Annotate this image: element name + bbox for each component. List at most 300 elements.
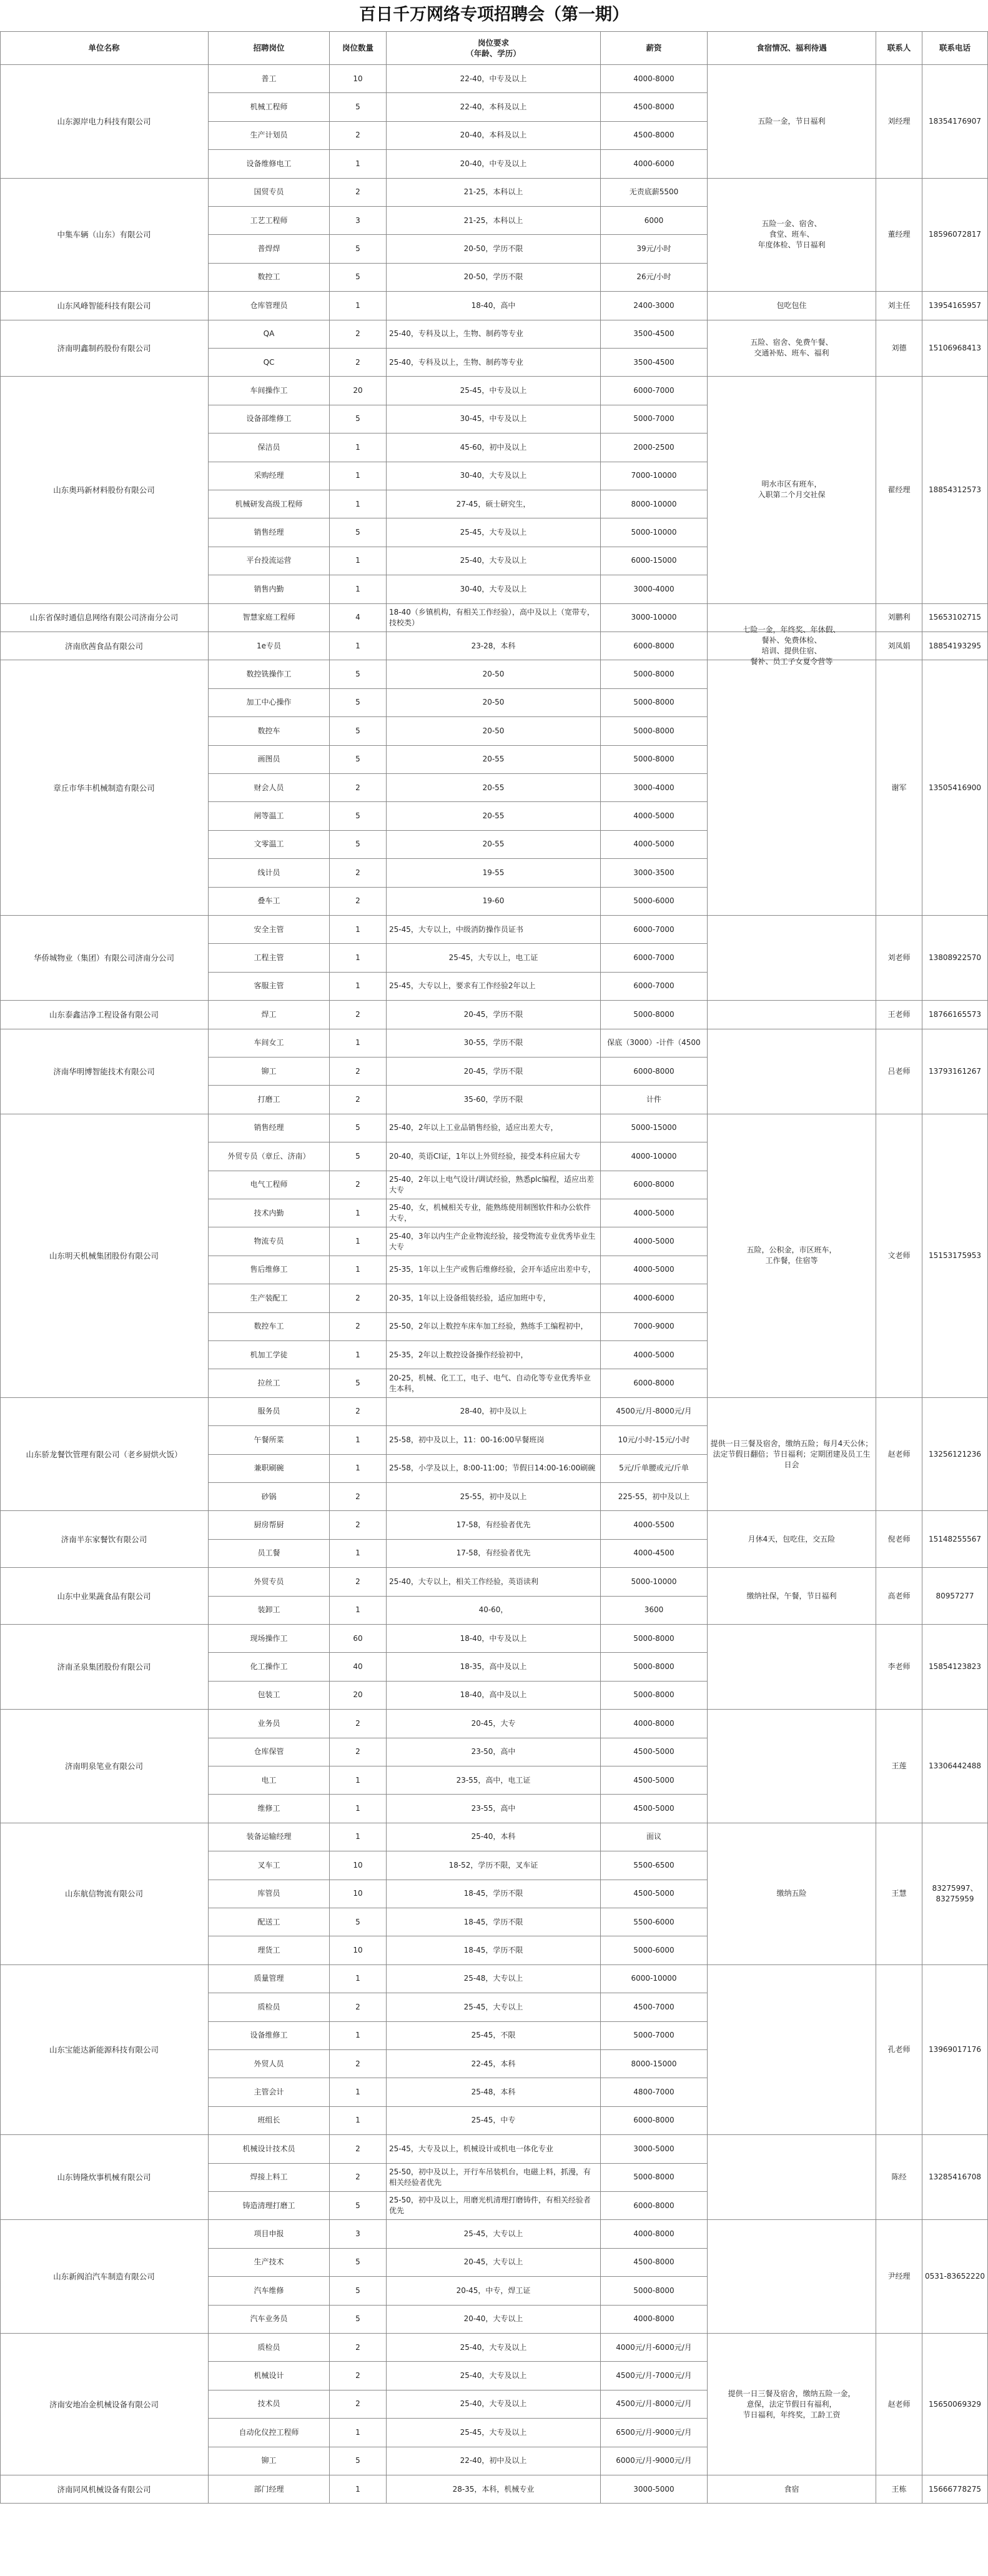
company-name: 山东航信物流有限公司 <box>0 1823 209 1965</box>
job-requirement: 25-45，中专及以上 <box>387 377 601 405</box>
job-quantity: 2 <box>330 122 387 150</box>
job-salary: 4000-8000 <box>601 2220 708 2248</box>
job-quantity: 20 <box>330 1682 387 1710</box>
job-position: 机械设计 <box>209 2362 330 2390</box>
job-salary: 4000-8000 <box>601 1710 708 1738</box>
job-salary: 4500-8000 <box>601 93 708 121</box>
company-contact: 陈经 <box>876 2135 922 2220</box>
company-contact: 刘鹏利 <box>876 604 922 632</box>
job-quantity: 5 <box>330 1114 387 1142</box>
job-salary: 6000-7000 <box>601 973 708 1001</box>
job-salary: 5000-6000 <box>601 888 708 916</box>
company-name: 济南圣泉集团股份有限公司 <box>0 1625 209 1710</box>
job-quantity: 5 <box>330 717 387 745</box>
job-requirement: 18-40，中专及以上 <box>387 1625 601 1653</box>
job-requirement: 25-45，大专及以上 <box>387 2419 601 2447</box>
company-phone: 15148255567 <box>922 1511 988 1568</box>
job-requirement: 25-35，1年以上生产或售后维修经验，会开车适应出差中专， <box>387 1256 601 1284</box>
job-position: 车间女工 <box>209 1029 330 1058</box>
company-name: 章丘市华丰机械制造有限公司 <box>0 660 209 916</box>
job-salary: 6000-8000 <box>601 1058 708 1086</box>
company-phone: 83275997、 83275959 <box>922 1823 988 1965</box>
job-requirement: 19-60 <box>387 888 601 916</box>
job-requirement: 18-40，高中及以上 <box>387 1682 601 1710</box>
job-position: 机械研发高级工程师 <box>209 490 330 518</box>
job-requirement: 25-45，大专以上，电工证 <box>387 944 601 972</box>
company-contact: 倪老师 <box>876 1511 922 1568</box>
job-salary: 4500-5000 <box>601 1795 708 1823</box>
job-quantity: 1 <box>330 1823 387 1851</box>
job-salary: 3000-4000 <box>601 774 708 802</box>
company-contact: 高老师 <box>876 1568 922 1625</box>
job-position: 库管员 <box>209 1880 330 1908</box>
job-position: 售后维修工 <box>209 1256 330 1284</box>
job-position: 仓库管理员 <box>209 292 330 320</box>
job-position: 兼职刷碗 <box>209 1455 330 1483</box>
job-salary: 5000-8000 <box>601 689 708 717</box>
job-salary: 6000-8000 <box>601 2192 708 2220</box>
job-position: 午餐所菜 <box>209 1426 330 1454</box>
job-requirement: 22-40，中专及以上 <box>387 65 601 93</box>
job-salary: 4500-5000 <box>601 1738 708 1766</box>
job-requirement: 30-40，大专及以上 <box>387 575 601 603</box>
job-salary: 7000-10000 <box>601 462 708 490</box>
job-salary: 225-55，初中及以上 <box>601 1483 708 1511</box>
job-requirement: 25-58，小学及以上，8:00-11:00；节假日14:00-16:00刷碗 <box>387 1455 601 1483</box>
job-requirement: 25-40，专科及以上，生物、制药等专业 <box>387 349 601 377</box>
job-quantity: 60 <box>330 1625 387 1653</box>
job-position: 外贸专员 <box>209 1568 330 1596</box>
job-requirement: 18-52，学历不限，叉车证 <box>387 1851 601 1880</box>
job-position: 装卸工 <box>209 1597 330 1625</box>
job-position: 销售内勤 <box>209 575 330 603</box>
job-position: 国贸专员 <box>209 179 330 207</box>
job-quantity: 5 <box>330 2249 387 2277</box>
company-benefits <box>708 2220 876 2334</box>
job-salary: 4500-5000 <box>601 1766 708 1795</box>
job-quantity: 1 <box>330 2107 387 2135</box>
job-requirement: 23-50，高中 <box>387 1738 601 1766</box>
job-position: 铆工 <box>209 2447 330 2475</box>
job-position: 物流专员 <box>209 1227 330 1256</box>
job-requirement: 20-40，大专以上 <box>387 2306 601 2334</box>
job-quantity: 2 <box>330 1313 387 1341</box>
job-position: 生产技术 <box>209 2249 330 2277</box>
job-position: 现场操作工 <box>209 1625 330 1653</box>
company-contact: 尹经理 <box>876 2220 922 2334</box>
job-salary: 5元/斤单腰或元/斤单 <box>601 1455 708 1483</box>
company-benefits <box>708 2135 876 2220</box>
job-position: 机加工学徒 <box>209 1341 330 1369</box>
job-salary: 3500-4500 <box>601 349 708 377</box>
job-salary: 3000-5000 <box>601 2475 708 2504</box>
job-position: 安全主管 <box>209 916 330 944</box>
company-name: 济南华明博智能技术有限公司 <box>0 1029 209 1114</box>
job-position: 外贸专员（章丘、济南） <box>209 1142 330 1171</box>
job-position: 生产装配工 <box>209 1284 330 1312</box>
job-position: 平台投流运营 <box>209 547 330 575</box>
job-salary: 6000-7000 <box>601 944 708 972</box>
job-quantity: 2 <box>330 1993 387 2021</box>
job-requirement: 19-55 <box>387 859 601 887</box>
job-quantity: 5 <box>330 93 387 121</box>
job-salary: 4000-8000 <box>601 65 708 93</box>
job-requirement: 22-45，本科 <box>387 2050 601 2078</box>
job-quantity: 1 <box>330 1341 387 1369</box>
job-position: 主管会计 <box>209 2078 330 2106</box>
company-benefits: 提供一日三餐及宿舍，缴纳五险一金， 意保，法定节假日有福利， 节日福利，年终奖，工龄工资 <box>708 2334 876 2475</box>
job-requirement: 25-45，不限 <box>387 2022 601 2050</box>
job-requirement: 35-60，学历不限 <box>387 1086 601 1114</box>
company-name: 中集车辆（山东）有限公司 <box>0 179 209 292</box>
job-salary: 4500元/月-8000元/月 <box>601 2390 708 2419</box>
company-benefits <box>708 1710 876 1823</box>
company-name: 山东奥玛新材料股份有限公司 <box>0 377 209 603</box>
job-quantity: 1 <box>330 944 387 972</box>
job-quantity: 10 <box>330 1851 387 1880</box>
job-requirement: 30-45，中专及以上 <box>387 405 601 433</box>
job-quantity: 2 <box>330 320 387 349</box>
job-quantity: 10 <box>330 1936 387 1964</box>
job-requirement: 18-35，高中及以上 <box>387 1653 601 1681</box>
job-requirement: 20-50 <box>387 660 601 688</box>
job-salary: 5000-10000 <box>601 1568 708 1596</box>
job-salary: 5000-8000 <box>601 1653 708 1681</box>
job-salary: 26元/小时 <box>601 264 708 292</box>
job-position: 1e专员 <box>209 632 330 660</box>
job-position: 质检员 <box>209 2334 330 2362</box>
company-phone: 15153175953 <box>922 1114 988 1398</box>
job-requirement: 25-40，大专及以上 <box>387 2390 601 2419</box>
job-quantity: 2 <box>330 1398 387 1426</box>
job-salary: 6000-15000 <box>601 547 708 575</box>
job-position: 汽车业务员 <box>209 2306 330 2334</box>
company-name: 济南明泉笔业有限公司 <box>0 1710 209 1823</box>
job-salary: 6000-10000 <box>601 1965 708 1993</box>
job-position: 砂锅 <box>209 1483 330 1511</box>
job-requirement: 25-40，3年以内生产企业物流经验，接受物流专业优秀毕业生大专 <box>387 1227 601 1256</box>
job-salary: 2400-3000 <box>601 292 708 320</box>
job-position: 服务员 <box>209 1398 330 1426</box>
job-position: 普焊焊 <box>209 235 330 263</box>
job-requirement: 25-35，2年以上数控设备操作经验初中， <box>387 1341 601 1369</box>
job-position: 生产计划员 <box>209 122 330 150</box>
job-position: 拉丝工 <box>209 1369 330 1397</box>
company-phone: 18596072817 <box>922 179 988 292</box>
job-requirement: 17-58，有经验者优先 <box>387 1511 601 1539</box>
company-benefits: 五险、宿舍、免费午餐、 交通补贴、班车、福利 <box>708 320 876 377</box>
company-name: 山东宝能达新能源科技有限公司 <box>0 1965 209 2135</box>
job-salary: 5000-8000 <box>601 1625 708 1653</box>
company-name: 济南欣茜食品有限公司 <box>0 632 209 660</box>
header-salary: 薪资 <box>601 31 708 65</box>
job-salary: 6000-8000 <box>601 1171 708 1199</box>
job-quantity: 1 <box>330 1540 387 1568</box>
company-phone: 13306442488 <box>922 1710 988 1823</box>
job-quantity: 1 <box>330 1795 387 1823</box>
job-requirement: 18-45，学历不限 <box>387 1880 601 1908</box>
job-position: 打磨工 <box>209 1086 330 1114</box>
company-benefits: 包吃包住 <box>708 292 876 320</box>
job-quantity: 1 <box>330 2078 387 2106</box>
company-phone: 0531-83652220 <box>922 2220 988 2334</box>
job-position: 质量管理 <box>209 1965 330 1993</box>
company-benefits <box>708 1029 876 1114</box>
company-contact: 王老师 <box>876 1001 922 1029</box>
company-benefits <box>708 1001 876 1029</box>
job-salary: 4500元/月-7000元/月 <box>601 2362 708 2390</box>
job-salary: 4000-4500 <box>601 1540 708 1568</box>
job-requirement: 20-50，学历不限 <box>387 264 601 292</box>
job-salary: 保底（3000）-计件（4500 <box>601 1029 708 1058</box>
job-quantity: 40 <box>330 1653 387 1681</box>
job-salary: 5000-8000 <box>601 1682 708 1710</box>
company-name: 济南安地冶金机械设备有限公司 <box>0 2334 209 2475</box>
company-phone: 15653102715 <box>922 604 988 632</box>
job-quantity: 1 <box>330 2475 387 2504</box>
job-requirement: 20-45，中专，焊工证 <box>387 2277 601 2305</box>
job-quantity: 2 <box>330 179 387 207</box>
header-position: 招聘岗位 <box>209 31 330 65</box>
company-name: 山东骄龙餐饮管理有限公司（老乡厨烘火饭） <box>0 1398 209 1512</box>
company-name: 山东明天机械集团股份有限公司 <box>0 1114 209 1398</box>
job-requirement: 21-25，本科以上 <box>387 207 601 235</box>
job-salary: 6000 <box>601 207 708 235</box>
job-salary: 5000-8000 <box>601 717 708 745</box>
job-requirement: 18-40，高中 <box>387 292 601 320</box>
job-requirement: 25-58，初中及以上，11：00-16:00早餐班岗 <box>387 1426 601 1454</box>
job-salary: 6000-8000 <box>601 632 708 660</box>
job-position: 化工操作工 <box>209 1653 330 1681</box>
job-quantity: 10 <box>330 1880 387 1908</box>
job-requirement: 20-45，大专以上 <box>387 2249 601 2277</box>
company-benefits <box>708 916 876 1001</box>
job-quantity: 5 <box>330 235 387 263</box>
job-requirement: 17-58，有经验者优先 <box>387 1540 601 1568</box>
job-position: 班组长 <box>209 2107 330 2135</box>
company-name: 山东省保时通信息网络有限公司济南分公司 <box>0 604 209 632</box>
job-requirement: 20-55 <box>387 774 601 802</box>
company-contact: 王莲 <box>876 1710 922 1823</box>
job-salary: 3000-10000 <box>601 604 708 632</box>
job-requirement: 20-50 <box>387 717 601 745</box>
job-requirement: 20-55 <box>387 746 601 774</box>
job-salary: 4000-5000 <box>601 1256 708 1284</box>
job-requirement: 25-40，专科及以上，生物、制药等专业 <box>387 320 601 349</box>
header-contact: 联系人 <box>876 31 922 65</box>
job-quantity: 5 <box>330 1908 387 1936</box>
job-quantity: 1 <box>330 547 387 575</box>
job-quantity: 3 <box>330 2220 387 2248</box>
company-benefits: 月休4天，包吃住，交五险 <box>708 1511 876 1568</box>
job-position: 客服主管 <box>209 973 330 1001</box>
job-salary: 6500元/月-9000元/月 <box>601 2419 708 2447</box>
job-quantity: 1 <box>330 1256 387 1284</box>
job-quantity: 2 <box>330 888 387 916</box>
company-phone: 13793161267 <box>922 1029 988 1114</box>
job-position: 外贸人员 <box>209 2050 330 2078</box>
job-position: 质检员 <box>209 1993 330 2021</box>
header-phone: 联系电话 <box>922 31 988 65</box>
job-salary: 4500-7000 <box>601 1993 708 2021</box>
job-quantity: 2 <box>330 349 387 377</box>
job-quantity: 1 <box>330 490 387 518</box>
job-position: 自动化仪控工程师 <box>209 2419 330 2447</box>
job-salary: 4000-5000 <box>601 831 708 859</box>
job-requirement: 18-45，学历不限 <box>387 1908 601 1936</box>
job-salary: 2000-2500 <box>601 433 708 462</box>
company-name: 山东源岸电力科技有限公司 <box>0 65 209 179</box>
job-quantity: 2 <box>330 2362 387 2390</box>
company-phone: 80957277 <box>922 1568 988 1625</box>
header-company: 单位名称 <box>0 31 209 65</box>
job-salary: 4000-5000 <box>601 1341 708 1369</box>
job-requirement: 23-55，高中，电工证 <box>387 1766 601 1795</box>
company-contact: 刘老师 <box>876 916 922 1001</box>
job-salary: 3500-4500 <box>601 320 708 349</box>
company-phone: 15666778275 <box>922 2475 988 2504</box>
company-name: 山东铸隆炊事机械有限公司 <box>0 2135 209 2220</box>
company-benefits: 五险，公积金，市区班车， 工作餐，住宿等 <box>708 1114 876 1398</box>
job-quantity: 5 <box>330 518 387 547</box>
company-contact: 赵老师 <box>876 2334 922 2475</box>
job-salary: 8000-15000 <box>601 2050 708 2078</box>
company-benefits: 五险一金、宿舍、 食堂、班车、 年度体检、节日福利 <box>708 179 876 292</box>
job-salary: 4000-5500 <box>601 1511 708 1539</box>
job-position: 汽车维修 <box>209 2277 330 2305</box>
job-requirement: 40-60， <box>387 1597 601 1625</box>
job-quantity: 2 <box>330 1086 387 1114</box>
company-phone: 15854123823 <box>922 1625 988 1710</box>
job-salary: 计件 <box>601 1086 708 1114</box>
job-requirement: 25-45，中专 <box>387 2107 601 2135</box>
job-requirement: 23-28，本科 <box>387 632 601 660</box>
job-salary: 4000-8000 <box>601 2306 708 2334</box>
company-phone: 13256121236 <box>922 1398 988 1512</box>
job-position: 闸等温工 <box>209 802 330 830</box>
job-quantity: 1 <box>330 1029 387 1058</box>
company-name: 山东中业果蔬食品有限公司 <box>0 1568 209 1625</box>
job-salary: 4000-5000 <box>601 1199 708 1227</box>
job-salary: 4500-5000 <box>601 1880 708 1908</box>
job-quantity: 2 <box>330 2164 387 2192</box>
company-benefits <box>708 1625 876 1710</box>
job-salary: 3000-5000 <box>601 2135 708 2163</box>
job-requirement: 25-40，女，机械相关专业，能熟练使用制图软件和办公软件大专， <box>387 1199 601 1227</box>
job-quantity: 1 <box>330 292 387 320</box>
job-requirement: 25-40，大专及以上 <box>387 2334 601 2362</box>
job-quantity: 1 <box>330 1199 387 1227</box>
page-title: 百日千万网络专项招聘会（第一期） <box>359 5 629 24</box>
company-phone: 18766165573 <box>922 1001 988 1029</box>
job-quantity: 1 <box>330 2022 387 2050</box>
job-requirement: 25-50，2年以上数控车床车加工经验，熟练手工编程初中， <box>387 1313 601 1341</box>
job-salary: 5000-10000 <box>601 518 708 547</box>
job-quantity: 1 <box>330 433 387 462</box>
job-salary: 5000-6000 <box>601 1936 708 1964</box>
job-requirement: 25-45，大专以上 <box>387 1993 601 2021</box>
job-quantity: 2 <box>330 1738 387 1766</box>
job-requirement: 20-50，学历不限 <box>387 235 601 263</box>
company-name: 济南明鑫制药股份有限公司 <box>0 320 209 377</box>
job-requirement: 25-40，2年以上电气设计/调试经验，熟悉plc编程，适应出差大专 <box>387 1171 601 1199</box>
job-quantity: 1 <box>330 1227 387 1256</box>
job-position: 配送工 <box>209 1908 330 1936</box>
job-position: 焊工 <box>209 1001 330 1029</box>
job-requirement: 20-55 <box>387 831 601 859</box>
job-salary: 5000-7000 <box>601 405 708 433</box>
company-benefits: 七险一金，年终奖、年休假、 餐补、免费体检、 培训、提供住宿、 餐补、员工子女夏令营等 <box>708 632 876 660</box>
job-quantity: 1 <box>330 462 387 490</box>
job-salary: 无责底薪5500 <box>601 179 708 207</box>
job-quantity: 5 <box>330 660 387 688</box>
job-requirement: 25-50，初中及以上，开行车吊装机台，电磁上料，抓漫，有相关经验者优先 <box>387 2164 601 2192</box>
job-position: 装备运输经理 <box>209 1823 330 1851</box>
company-contact: 王栋 <box>876 2475 922 2504</box>
job-salary: 6000-7000 <box>601 916 708 944</box>
job-requirement: 25-45，大专以上，中级消防操作员证书 <box>387 916 601 944</box>
job-salary: 4000-10000 <box>601 1142 708 1171</box>
job-quantity: 4 <box>330 604 387 632</box>
job-requirement: 20-45，学历不限 <box>387 1058 601 1086</box>
job-position: 普工 <box>209 65 330 93</box>
company-contact: 翟经理 <box>876 377 922 603</box>
company-contact: 文老师 <box>876 1114 922 1398</box>
job-quantity: 1 <box>330 1965 387 1993</box>
job-salary: 4500元/月-8000元/月 <box>601 1398 708 1426</box>
job-requirement: 25-55，初中及以上 <box>387 1483 601 1511</box>
job-position: 维修工 <box>209 1795 330 1823</box>
job-requirement: 25-48，本科 <box>387 2078 601 2106</box>
company-contact: 王慧 <box>876 1823 922 1965</box>
job-salary: 6000-7000 <box>601 377 708 405</box>
job-quantity: 2 <box>330 859 387 887</box>
company-benefits <box>708 660 876 916</box>
header-benefits: 食宿情况、福利待遇 <box>708 31 876 65</box>
job-salary: 5500-6500 <box>601 1851 708 1880</box>
job-position: 财会人员 <box>209 774 330 802</box>
job-quantity: 2 <box>330 1171 387 1199</box>
job-position: 车间操作工 <box>209 377 330 405</box>
job-requirement: 20-25，机械、化工工，电子、电气、自动化等专业优秀毕业生本科， <box>387 1369 601 1397</box>
job-position: QA <box>209 320 330 349</box>
job-quantity: 1 <box>330 973 387 1001</box>
job-position: 数控车 <box>209 717 330 745</box>
company-phone: 15650069329 <box>922 2334 988 2475</box>
job-salary: 4500-8000 <box>601 122 708 150</box>
company-benefits: 提供一日三餐及宿舍，缴纳五险；每月4天公休；法定节假日翻倍；节日福利；定期团建及员工生日会 <box>708 1398 876 1512</box>
job-quantity: 2 <box>330 2390 387 2419</box>
job-quantity: 1 <box>330 916 387 944</box>
job-quantity: 5 <box>330 1142 387 1171</box>
job-salary: 3000-3500 <box>601 859 708 887</box>
job-requirement: 20-35，1年以上设备组装经验，适应加班中专， <box>387 1284 601 1312</box>
job-quantity: 5 <box>330 2277 387 2305</box>
company-phone: 13808922570 <box>922 916 988 1001</box>
job-position: 工程主管 <box>209 944 330 972</box>
job-salary: 5500-6000 <box>601 1908 708 1936</box>
job-requirement: 20-55 <box>387 802 601 830</box>
company-name: 山东新阀泊汽车制造有限公司 <box>0 2220 209 2334</box>
company-contact: 谢军 <box>876 660 922 916</box>
job-salary: 4000-5000 <box>601 1227 708 1256</box>
job-quantity: 2 <box>330 2050 387 2078</box>
job-position: 数控工 <box>209 264 330 292</box>
job-salary: 6000-8000 <box>601 1369 708 1397</box>
company-name: 山东泰鑫洁净工程设备有限公司 <box>0 1001 209 1029</box>
job-position: 铸造清理打磨工 <box>209 2192 330 2220</box>
job-quantity: 1 <box>330 632 387 660</box>
